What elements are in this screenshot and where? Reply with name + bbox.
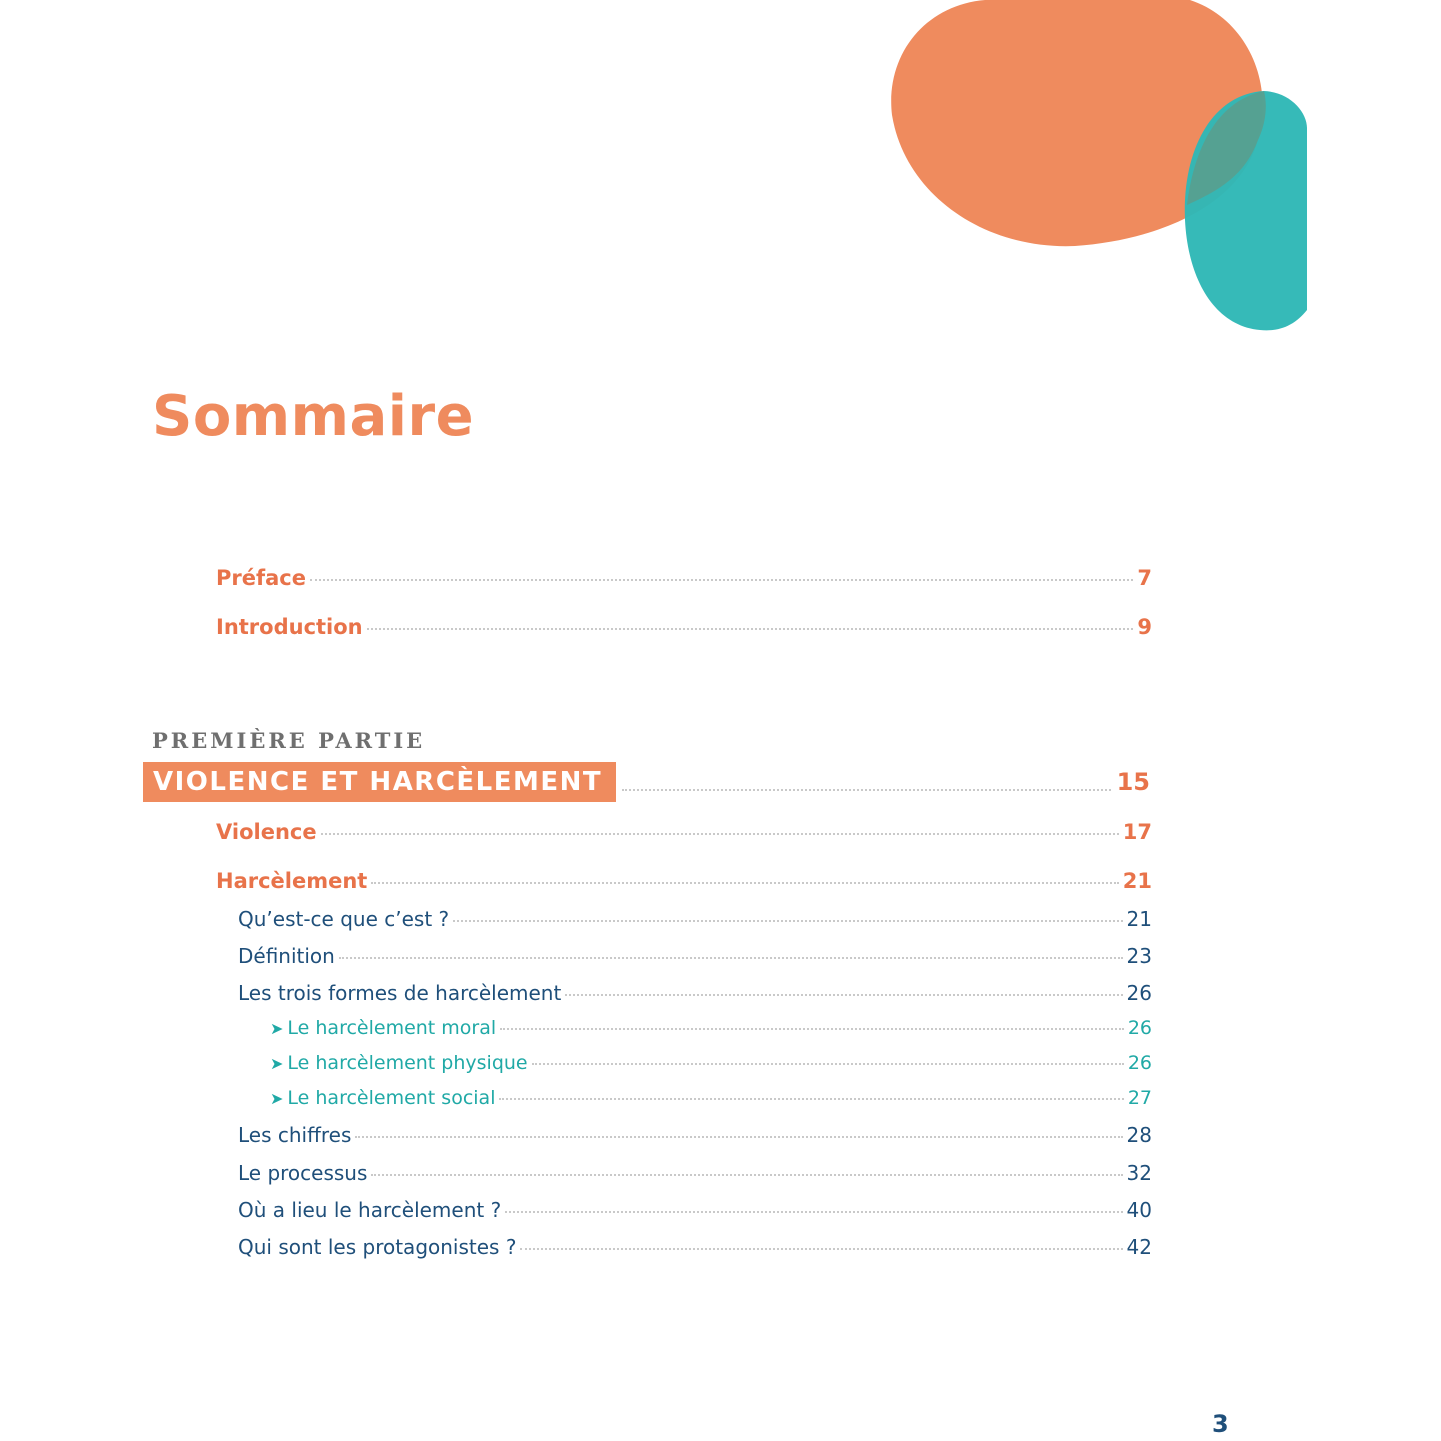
- toc-entry-label: Les chiffres: [238, 1123, 352, 1147]
- dot-leader: [371, 882, 1118, 884]
- toc-entry-page: 28: [1126, 1123, 1152, 1147]
- toc-entry-page: 23: [1126, 944, 1152, 968]
- dot-leader: [339, 957, 1123, 959]
- toc-entry-label: Le harcèlement physique: [287, 1052, 528, 1074]
- toc-entry-label: Le harcèlement social: [287, 1087, 496, 1109]
- toc-entry-label: Les trois formes de harcèlement: [238, 981, 562, 1005]
- toc-subentry[interactable]: [238, 981, 1152, 1005]
- toc-entry-page: 40: [1126, 1198, 1152, 1222]
- dot-leader: [453, 920, 1122, 922]
- dot-leader: [321, 833, 1119, 835]
- toc-entry-page: 17: [1122, 820, 1152, 844]
- part-kicker: PREMIÈRE PARTIE: [152, 728, 426, 753]
- dot-leader: [622, 789, 1110, 791]
- toc-entry-page: 21: [1126, 907, 1152, 931]
- toc-subentry[interactable]: [238, 944, 1152, 968]
- toc-entry-label: Introduction: [216, 615, 363, 639]
- toc-entry-page: 32: [1126, 1161, 1152, 1185]
- toc-entry-label: Harcèlement: [216, 869, 368, 893]
- part-title-banner: VIOLENCE ET HARCÈLEMENT: [143, 762, 616, 802]
- arrow-right-icon: ➤: [270, 1089, 284, 1108]
- part-heading[interactable]: [143, 762, 1150, 802]
- toc-entry-label: Définition: [238, 944, 335, 968]
- toc-entry-page: 7: [1137, 566, 1152, 590]
- toc-entry-page: 26: [1127, 1052, 1152, 1074]
- toc-entry-label: Qui sont les protagonistes ?: [238, 1235, 517, 1259]
- arrow-right-icon: ➤: [270, 1019, 284, 1038]
- toc-form-entry[interactable]: [270, 1052, 1152, 1074]
- dot-leader: [520, 1248, 1122, 1250]
- toc-form-entry[interactable]: [270, 1017, 1152, 1039]
- toc-entry-page: 26: [1126, 981, 1152, 1005]
- decorative-blobs: [0, 0, 1441, 340]
- toc-form-entry[interactable]: [270, 1087, 1152, 1109]
- toc-entry-introduction[interactable]: [216, 615, 1152, 639]
- dot-leader: [505, 1211, 1122, 1213]
- toc-entry-label: Violence: [216, 820, 317, 844]
- toc-entry-label: Préface: [216, 566, 306, 590]
- toc-entry-page: 26: [1127, 1017, 1152, 1039]
- toc-entry-violence[interactable]: [216, 820, 1152, 844]
- dot-leader: [499, 1098, 1123, 1100]
- dot-leader: [310, 579, 1133, 581]
- toc-entry-label: Le harcèlement moral: [287, 1017, 497, 1039]
- dot-leader: [355, 1136, 1122, 1138]
- toc-entry-page: 27: [1127, 1087, 1152, 1109]
- toc-entry-page: 9: [1137, 615, 1152, 639]
- toc-subentry[interactable]: [238, 1123, 1152, 1147]
- arrow-right-icon: ➤: [270, 1054, 284, 1073]
- dot-leader: [500, 1028, 1124, 1030]
- toc-entry-page: 21: [1122, 869, 1152, 893]
- page-number: 3: [1212, 1410, 1229, 1438]
- toc-entry-label: Le processus: [238, 1161, 368, 1185]
- dot-leader: [367, 628, 1134, 630]
- toc-subentry[interactable]: [238, 1235, 1152, 1259]
- toc-entry-preface[interactable]: [216, 566, 1152, 590]
- toc-subentry[interactable]: [238, 907, 1152, 931]
- toc-entry-label: Où a lieu le harcèlement ?: [238, 1198, 502, 1222]
- toc-entry-label: Qu’est-ce que c’est ?: [238, 907, 450, 931]
- toc-entry-page: 42: [1126, 1235, 1152, 1259]
- toc-subentry[interactable]: [238, 1161, 1152, 1185]
- dot-leader: [565, 994, 1122, 996]
- toc-entry-harcelement[interactable]: [216, 869, 1152, 893]
- toc-subentry[interactable]: [238, 1198, 1152, 1222]
- dot-leader: [371, 1174, 1122, 1176]
- dot-leader: [532, 1063, 1124, 1065]
- page-title: Sommaire: [152, 384, 475, 449]
- part-page: 15: [1116, 768, 1150, 796]
